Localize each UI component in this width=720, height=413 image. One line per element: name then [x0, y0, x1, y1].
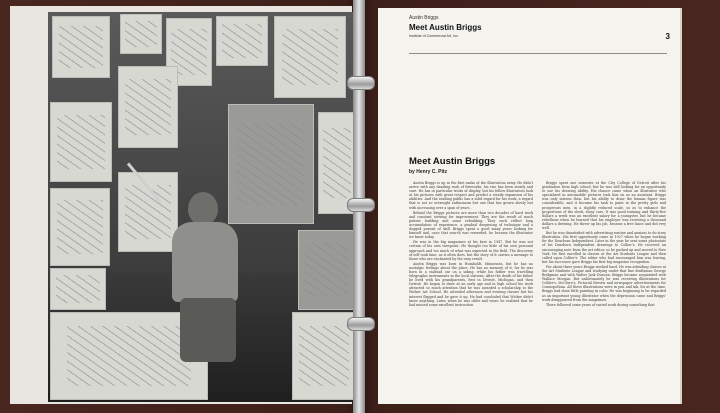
article-column-2 [542, 181, 666, 386]
pinned-sketch [274, 16, 346, 98]
pinned-sketch [50, 102, 112, 182]
pinned-sketch [52, 16, 110, 78]
binder-ring [347, 76, 375, 90]
pinned-sketch [120, 14, 162, 54]
running-head [409, 15, 482, 38]
article-title: Meet Austin Briggs [409, 156, 496, 167]
article-column-1 [409, 181, 533, 386]
paragraph: Austin Briggs was born in Humboldt, Minnesota, but he has no nostalgic feelings about the place. He has no memory of it, for he was born in a railroad car on a siding, while his father was travelling telegraphic instruments in the local stations. After the death of his father he lived with his grandparents, first in Detroit, Michigan, and then Detroit. He began to draw at an early age and in high school his work attracted so much attention that he was awarded a scholarship to the Wicker Art School. He attended afternoon and evening classes but his interest flagged and he gave it up. He had concluded that Wicker didn't know anything. Later, when he was older and wiser, he realized that he had missed some excellent instruction. [409, 261, 533, 307]
page-number: 3 [665, 32, 670, 41]
pinned-sketch [50, 188, 110, 266]
binder-ring [347, 317, 375, 331]
illustrator-figure [160, 192, 250, 362]
paragraph: But he was dissatisfied with advertising routine and anxious to do story illustration. His first opportunity came in 1927 when he began working for the Dearborn Independent. Later in the year he sent some photostats of his Dearborn Independent drawings to Collier's. He received an encouraging note from the art editor, so he packed up and moved to New York. He first enrolled in classes at the Art Students League and then called upon Collier's. The editor who had encouraged him was leaving, but his successor gave Briggs his first big magazine recognition. [542, 231, 666, 264]
pinned-sketch [216, 16, 268, 66]
paragraph: Behind the Briggs pictures are more than two decades of hard work and constant striving for improvement. They are the result of much patient building and some rebuilding. They each reflect long accumulation of experience, a gradual deepening of technique and a dogged pursuit of skill. Briggs spent a good many years looking for himself and, once that search was rewarded, he became the illustrator we know today. [409, 210, 533, 240]
studio-photograph [48, 12, 358, 402]
paragraph: Austin Briggs is up in the first ranks of the illustration army. He didn't arrive with any dazzling rush of fireworks; his rise has been steady and sure. He has in particular tricks of display, but his fellow illustrators look at his pictures with great respect and predict a steady expansion of his abilities. And the reading public has a solid regard for his work, a regard that is not so overnight enthusiasm but one that has grown slowly but with increasing over a span of years. [409, 181, 533, 210]
article-byline: by Henry C. Pitz [409, 169, 448, 175]
running-head-subtitle: Institute of Commercial Art, Inc. [409, 34, 459, 38]
pinned-sketch [50, 268, 106, 310]
paragraph: There followed some years of varied work during something that [546, 302, 655, 307]
header-rule [409, 53, 667, 54]
running-head-title: Meet Austin Briggs [409, 23, 482, 32]
left-page [10, 6, 352, 404]
binder-ring [347, 198, 375, 212]
paragraph: Briggs spent one semester at the City College of Detroit after his graduation from high school, but he was still looking for an opportunity to use his drawing ability. His chance came when an illustrator who specialized in automobile pictures took him on as an assistant. Briggs was only sixteen then, but his ability to draw the human figure was considerable, and it became his task to paint in the pretty girls and prosperous men, in a slightly reduced scale, so as to enhance the proportions of the sleek, shiny cars. It was good training and thirty-five dollars a week was an excellent salary for a youngster, but he became rebellious when he learned that his employer was receiving a thousand dollars a drawing. He threw up his job, became a free lance and did very well. [542, 181, 666, 231]
right-page [378, 8, 680, 404]
paragraph: He was in the big magazines at his best in 1947. But he was not certain of his own viewpoint. He thought too little of his own personal approach and too much of what was expected in the field. The discovery of self took time, as it often does, but the story of it carries a message to those who are enchanted by the easy result. [409, 240, 533, 261]
running-head-author: Austin Briggs [409, 15, 439, 21]
paragraph: For about three years Briggs worked hard. He was attending classes at the Art Students League and studying under that fine draftsman George Bridgman and with Walter Jack Duncan. Briggs became acquainted with Wallace Morgan. But unfortunately he was receiving illustrations for Collier's, McClure's, Pictorial Review and newspaper advertisements for Cosmopolitan. All these illustrations were in pen and ink, for at the time, Briggs had done little painting in color. He was beginning to be regarded as an important young illustrator when the depression came and Briggs' work disappeared from the magazines. [542, 264, 666, 302]
pinned-sketch [118, 66, 178, 148]
binder-rings [345, 0, 375, 413]
